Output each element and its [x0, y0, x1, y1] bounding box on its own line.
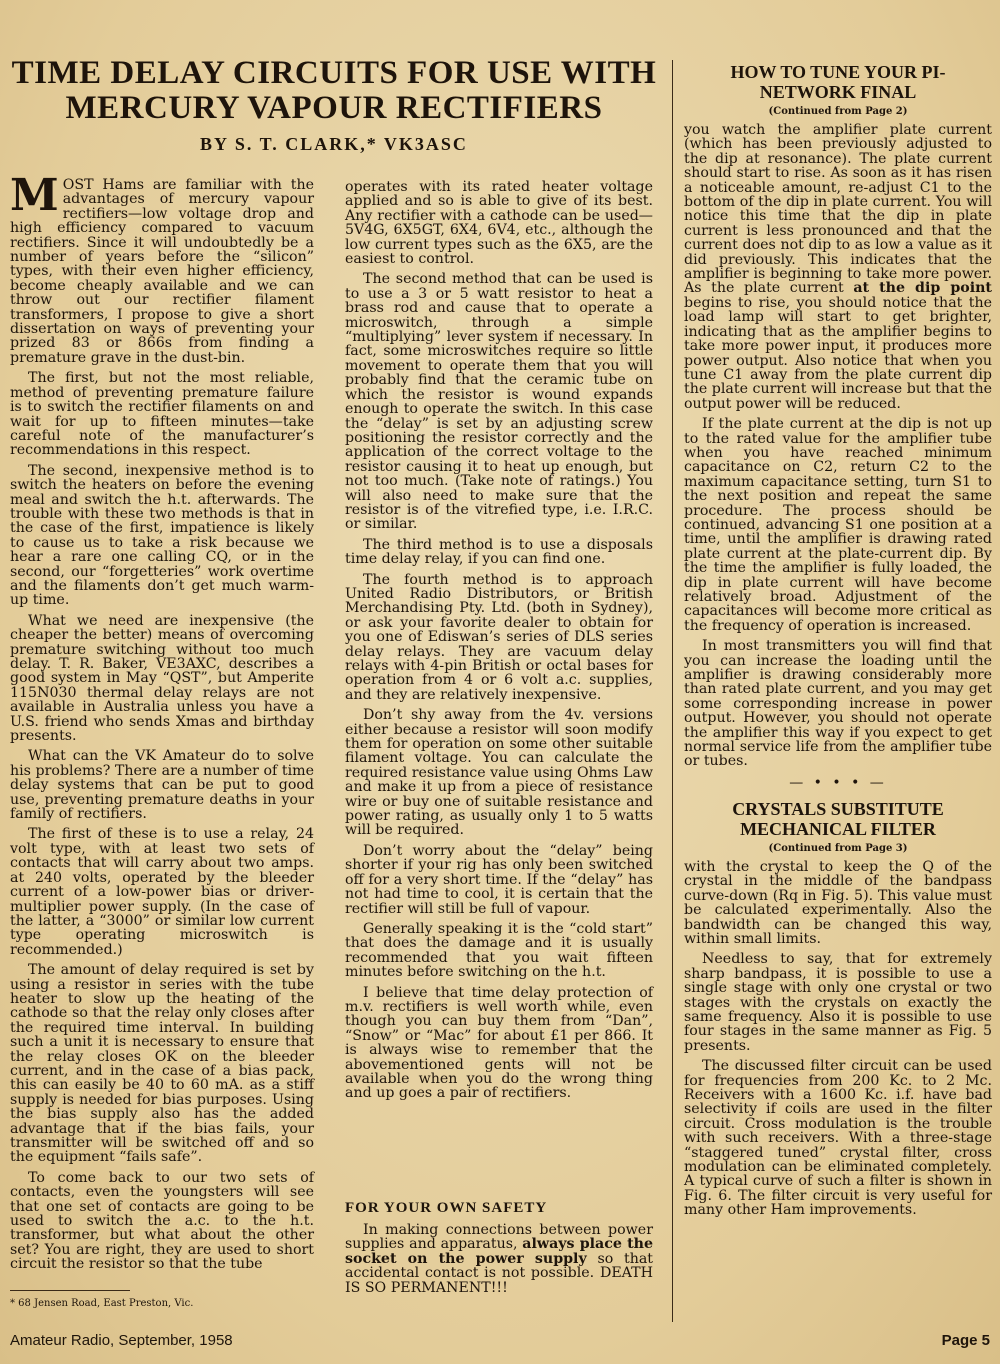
paragraph: Needless to say, that for extremely sharp bandpass, it is possible to use a single stage with only one crystal or two stages with the crystals on exactly the same frequency. Also it is possible to use four stages in the same manner as Fig. 5 presents.	[684, 951, 992, 1054]
article-column-2	[345, 180, 653, 1107]
continued-note: (Continued from Page 3)	[768, 842, 908, 854]
footer-publication: Amateur Radio, September, 1958	[10, 1332, 233, 1349]
article-title: TIME DELAY CIRCUITS FOR USE WITH MERCURY VAPOUR RECTIFIERS	[11, 55, 657, 126]
article-column-1	[10, 170, 314, 1278]
safety-heading: FOR YOUR OWN SAFETY	[345, 1200, 548, 1216]
safety-notice	[345, 1200, 653, 1301]
paragraph: The fourth method is to approach United Radio Distributors, or British Merchandising Pty. Ltd. (both in Sydney), or ask your favorite dealer to obtain for you one of Ediswan’s series of DLS series delay relays. They are vacuum delay relays with 4-pin British or octal bases for operation from 4 or 6 volt a.c. supplies, and they are relatively inexpensive.	[345, 571, 653, 703]
paragraph: The second method that can be used is to use a 3 or 5 watt resistor to heat a brass rod and cause that to operate a microswitch, through a simple “multiplying” lever system if necessary. In fact, some microswitches require so little movement to operate them that you will probably find that the ceramic tube on which the resistor is wound expands enough to operate the switch. In this case the “delay” is set by an adjusting screw positioning the resistor correctly and the application of the correct voltage to the resistor causing it to heat up enough, but not too much. (Take note of ratings.) You will also need to make sure that the resistor is of the vitrefied type, i.e. I.R.C. or similar.	[345, 271, 653, 533]
sidebar-title-pi-network: HOW TO TUNE YOUR PI-NETWORK FINAL	[730, 62, 946, 102]
paragraph: The third method is to use a disposals time delay relay, if you can find one.	[345, 536, 653, 568]
footnote-rule	[10, 1290, 130, 1291]
paragraph: The first, but not the most reliable, method of preventing premature failure is to switch the rectifier filaments on and wait for up to fifteen minutes—take careful note of the manufacturer’s recommendations in this respect.	[10, 370, 314, 459]
drop-cap: M	[10, 170, 59, 221]
sidebar-title-crystals: CRYSTALS SUBSTITUTE MECHANICAL FILTER	[732, 798, 944, 839]
paragraph: In most transmitters you will find that you can increase the loading until the amplifier is drawing considerably more than rated plate current, and you may get some corresponding increase in power output. However, you should not operate the amplifier this way if you expect to get normal service life from the amplifier tube or tubes.	[684, 638, 992, 770]
paragraph: The second, inexpensive method is to switch the heaters on before the evening meal and switch the h.t. afterwards. The trouble with these two methods is that in the case of the first, impatience is likely to cause us to take a risk because we hear a rare one calling CQ, or in the second, our “forgetteries” work overtime and the filaments don’t get much warm-up time.	[10, 462, 314, 609]
paragraph: with the crystal to keep the Q of the crystal in the middle of the bandpass curve-down (Rq in Fig. 5). This value must be calculated experimentally. Also the bandwidth can be changed this way, within small limits.	[684, 858, 992, 947]
paragraph: you watch the amplifier plate current (which has been previously adjusted to the dip at resonance). The plate current should start to rise. As soon as it has risen a noticeable amount, re-adjust C1 to the bottom of the dip in plate current. You will notice this time that the dip in plate current is less pronounced and that the current does not dip to as low a value as it did previously. This indicates that the amplifier is beginning to take more power. As the plate current at the dip point begins to rise, you should notice that the load lamp will start to get brighter, indicating that as the amplifier begins to take more power input, it produces more power output. Also notice that when you tune C1 away from the plate current dip the plate current will increase but that the output power will be reduced.	[684, 122, 992, 412]
sidebar-column	[684, 62, 992, 1224]
paragraph: The first of these is to use a relay, 24 volt type, with at least two sets of contacts that will carry about two amps. at 240 volts, operated by the bleeder current of a low-power bias or driver-multiplier power supply. (In the case of the latter, a “3000” or similar low current type operating microswitch is recommended.)	[10, 826, 314, 958]
paragraph: operates with its rated heater voltage applied and so is able to give of its best. Any rectifier with a cathode can be used—5V4G, 6X5GT, 6X4, 6V4, etc., although the low current types such as the 6X5, are the easiest to control.	[345, 179, 653, 268]
paragraph: If the plate current at the dip is not up to the rated value for the amplifier tube when you have reached minimum capacitance on C2, return C2 to the maximum capacitance setting, turn S1 to the next position and repeat the same procedure. The process should be continued, advancing S1 one position at a time, until the amplifier is drawing rated plate current at the plate-current dip. By the time the amplifier is fully loaded, the dip in plate current will have become relatively broad. Adjustment of the capacitances will become more critical as the frequency of operation is increased.	[684, 416, 992, 634]
paragraph: Don’t worry about the “delay” being shorter if your rig has only been switched off for a very short time. If the “delay” has not had time to cool, it is certain that the rectifier will still be full of vapour.	[345, 842, 653, 917]
paragraph: Don’t shy away from the 4v. versions either because a resistor will soon modify them for operation on some other suitable filament voltage. You can calculate the required resistance value using Ohms Law and make it up from a piece of resistance wire or buy one of suitable resistance and power rating, as usually only 1 to 5 watts will be required.	[345, 707, 653, 839]
article-byline: BY S. T. CLARK,* VK3ASC	[200, 134, 468, 154]
paragraph: What we need are inexpensive (the cheaper the better) means of overcoming premature switching without too much delay. T. R. Baker, VE3AXC, describes a good system in May “QST”, but Amperite 115N030 thermal delay relays are not available in Australia unless you have a U.S. friend who sends Xmas and birthday presents.	[10, 612, 314, 745]
safety-text: In making connections between power supplies and apparatus, always place the socket on the power supply so that accidental contact is not possible. DEATH IS SO PERMANENT!!!	[345, 1222, 653, 1296]
paragraph: Generally speaking it is the “cold start” that does the damage and it is usually recommended that you wait fifteen minutes before switching on the h.t.	[345, 920, 653, 981]
paragraph: The discussed filter circuit can be used for frequencies from 200 Kc. to 2 Mc. Receivers with a 1600 Kc. i.f. have bad selectivity if coils are used in the filter circuit. Cross modulation is the trouble with such receivers. With a three-stage “staggered tuned” crystal filter, cross modulation can be eliminated completely. A typical curve of such a filter is shown in Fig. 6. The filter circuit is very useful for many other Ham improvements.	[684, 1058, 992, 1219]
column-divider	[672, 60, 673, 1322]
paragraph: What can the VK Amateur do to solve his problems? There are a number of time delay systems that can be put to good use, preventing premature deaths in your family of rectifiers.	[10, 748, 314, 823]
paragraph: The amount of delay required is set by using a resistor in series with the tube heater to slow up the heating of the cathode so that the relay only closes after the required time interval. In building such a unit it is necessary to ensure that the relay closes OK on the bleeder current, and in the case of a bias pack, this can easily be 40 to 60 mA. as a stiff supply is needed for bias purposes. Using the bias supply also has the added advantage that if the bias fails, your transmitter will be switched off and so the equipment “fails safe”.	[10, 962, 314, 1166]
continued-note: (Continued from Page 2)	[768, 106, 908, 117]
section-separator: — • • • —	[789, 774, 887, 791]
paragraph: MOST Hams are familiar with the advantages of mercury vapour rectifiers—low voltage drop and high efficiency compared to vacuum rectifiers. Since it will undoubtedly be a number of years before the “silicon” types, with their even higher efficiency, become cheaply available and we can throw out our rectifier filament transformers, I propose to give a short dissertation on ways of preventing your prized 83 or 866s from finding a premature grave in the dust-bin.	[10, 170, 314, 366]
paragraph: I believe that time delay protection of m.v. rectifiers is well worth while, even though you can buy them from “Dan”, “Snow” or “Mac” for about £1 per 866. It is always wise to remember that the abovementioned gents will not be available when you do the wrong thing and up goes a pair of rectifiers.	[345, 984, 653, 1102]
footer-page-number: Page 5	[941, 1332, 990, 1349]
paragraph: To come back to our two sets of contacts, even the youngsters will see that one set of contacts are going to be used to switch the a.c. to the h.t. transformer, but what about the other set? You are right, they are used to short circuit the resistor so that the tube	[10, 1169, 314, 1273]
footnote: * 68 Jensen Road, East Preston, Vic.	[10, 1298, 194, 1309]
